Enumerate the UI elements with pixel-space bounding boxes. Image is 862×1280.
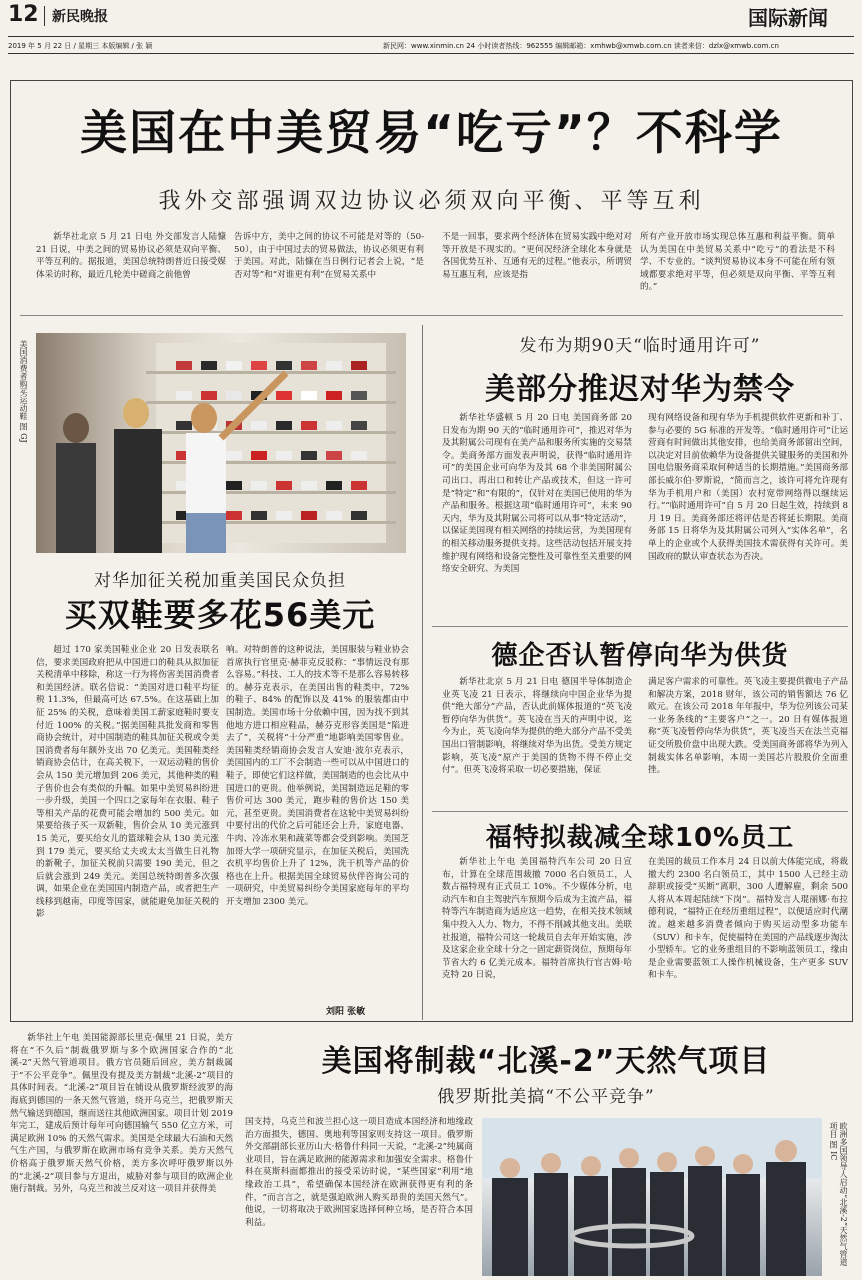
germany-col-2: 满足客户需求的可靠性。英飞凌主要提供微电子产品和解决方案，2018 财年，该公司的销售额达 76 亿欧元。在该公司 2018 年年报中，华为位列该公司某一业务条线的“主要客户”之一。20 日有媒体报道称“英飞凌暂停向华为供货”，英飞凌当天在法兰克福证交所股价盘中出现大跌。受美国商务部将华为列入制裁实体名单影响，本周一美国芯片股股价全面重挫。 — [648, 677, 848, 776]
huawei-title: 美部分推迟对华为禁令 — [485, 372, 795, 407]
masthead-divider — [44, 6, 45, 26]
lead-col-3: 不是一回事，要求两个经济体在贸易实践中绝对对等开放是不现实的。“更何况经济全球化本身就是各国优势互补、互通有无的过程。”他表示，所谓贸易互惠互利，应该是指 — [442, 232, 632, 280]
germany-col-1: 新华社北京 5 月 21 日电 德国半导体制造企业英飞凌 21 日表示，将继续向中国企业华为提供“绝大部分”产品，否认此前媒体报道的“英飞凌暂停向华为供货”。英飞凌在当天的声明中说，迄今为止，英飞凌向华为提供的绝大部分产品不受美国出口管制影响，将继续对华为出货。受美方规定影响，英飞凌“原产于美国的货物不得不停止交付”。但英飞凌将采取一切必要措施，保证 — [442, 677, 632, 776]
ford-col-2: 在美国的裁员工作本月 24 日以前大体能完成，将裁撤大约 2300 名白领员工，其中 1500 人已经主动辞职或接受“买断”离职，300 人遭解雇，剩余 500 人将从本周起陆续“下岗”。福特发言人琨丽娜·布拉德利说，“福特正在经历重组过程”，以便适应时代潮流。越来越多消费者倾向于购买运动型多功能车（SUV）和卡车，促使福特在美国的产品线逐步淘汰小型轿车。它的业务重组目的不影响蓝领员工，缘由是企业需要蓝领工人操作机械设备，生产更多 SUV 和卡车。 — [648, 857, 848, 981]
lead-separator — [20, 315, 843, 316]
shoes-byline: 刘阳 张敏 — [326, 1007, 366, 1017]
lead-col-4: 所有产业开放市场实现总体互惠和利益平衡。简单认为美国在中美贸易关系中“吃亏”的看法是不科学、不专业的。“谈判贸易协议本身不可能在所有领域都要求绝对平等，但必须是双向平衡、平等互利的。” — [640, 232, 835, 293]
shoes-col-1: 超过 170 家美国鞋业企业 20 日发表联名信，要求美国政府把从中国进口的鞋具从拟加征关税清单中移除，称这一行为将伤害美国消费者和美国经济。联名信说：“美国对进口鞋平均征税 11.3%，但最高可达 67.5%。在这基础上加征 25% 的关税，意味着美国工薪家庭鞋时要支付近 100% 的关税。”据美国鞋具批发商和零售商协会统计，对中国制造的鞋具加征关税或令美国消费者每年额外支出 70 亿美元。美国鞋类经销商协会估计，在高关税下，一双运动鞋的售价会从 150 美元增加到 206 美元，其他种类的鞋子售价也会有类似的升幅。如果中美贸易纠纷进一步升级，美国一个四口之家每年在衣服、鞋子等相关产品的花费可能会增加约 500 美元。如果要给孩子买一双新鞋，售价会从 10 美元涨到 15 美元，要买给女儿的篮球鞋会从 130 美元涨到 179 美元，要买给丈夫或太太当做生日礼物的新靴子，加征关税前只需要 190 美元，但之后就会涨到 249 美元。美国总统特朗普多次强调，如果企业在美国国内制造产品，或者把生产线移到越南，印度等国家，就能避免加征关税的影 — [36, 645, 219, 920]
date-line: 2019 年 5 月 22 日 / 星期三 本版编辑 / 张 颖 — [8, 42, 153, 50]
lead-title: 美国在中美贸易“吃亏”？不科学 — [80, 106, 783, 161]
paper-name: 新民晚报 — [52, 9, 108, 25]
masthead-rule-2 — [8, 53, 854, 54]
germany-title: 德企否认暂停向华为供货 — [491, 641, 789, 671]
shoes-title: 买双鞋要多花56美元 — [64, 596, 376, 634]
huawei-subtitle: 发布为期90天“临时通用许可” — [519, 336, 761, 356]
ford-col-1: 新华社上午电 美国福特汽车公司 20 日宣布，计算在全球范围裁撤 7000 名白领员工，人数占福特现有正式员工 10%。不少媒体分析，电动汽车和自主驾驶汽车预期今后成为主流产品，福特等汽车制造商为适应这一趋势，在相关技术领域集中投入人力、物力，不得不削减其他支出。美联社报道，福特公司这一轮裁员自去年开始实施，涉及这家企业全球十分之一固定薪资岗位，预期每年节省大约 6 亿美元成本。福特首席执行官吉姆·哈克特 20 日说， — [442, 857, 632, 981]
masthead — [0, 0, 862, 56]
nordstream-subtitle: 俄罗斯批美搞“不公平竞争” — [437, 1087, 655, 1107]
pipeline-photo-caption: 欧洲多国领导人启动“北溪-2”天然气管道项目 图 IC — [829, 1122, 848, 1266]
pipeline-launch-photo — [482, 1118, 822, 1276]
section-name: 国际新闻 — [748, 6, 828, 30]
shoe-store-photo — [36, 333, 406, 553]
nordstream-title: 美国将制裁“北溪-2”天然气项目 — [321, 1044, 771, 1079]
ford-title: 福特拟裁减全球10%员工 — [485, 823, 795, 853]
shoes-subtitle: 对华加征关税加重美国民众负担 — [94, 571, 346, 591]
nordstream-col-2: 国支持，乌克兰和波兰担心这一项目造成本国经济和地缘政治方面损失，德国、奥地利等国家则支持这一项目。俄罗斯外交部副部长亚历山大·格鲁什科同一天说，“北溪-2”纯属商业项目，旨在满足欧洲的能源需求和加强安全需求。格鲁什科在莫斯科面都推出的接受采访时说，“某些国家”利用“地缘政治工具”，希望确保本国经济在欧洲获得更有利的条件，“而言言之，就是强迫欧洲人购买昂贵的美国天然气”。他说，一切将取决于欧洲国家选择何种立场，是否符合本国利益。 — [245, 1117, 473, 1228]
masthead-rule — [8, 36, 854, 37]
huawei-separator — [432, 626, 848, 627]
lead-col-1: 新华社北京 5 月 21 日电 外交部发言人陆慷 21 日说，中美之间的贸易协议必须是双向平衡、平等互利的。据报道，美国总统特朗普近日接受媒体采访时称，最近几轮美中磋商之前他曾 — [36, 232, 226, 280]
huawei-col-1: 新华社华盛顿 5 月 20 日电 美国商务部 20 日发布为期 90 天的“临时通用许可”，推迟对华为及其附属公司现有在美产品和服务所实施的交易禁令。美商务部方面发表声明说，获得“临时通用许可”的美国企业可向华为及其 68 个非美国附属公司出口、再出口和转让产品或技术，但这一许可是“特定”和“有限的”，仅针对在美国已使用的华为产品和服务。根据这项“临时通用许可”，未来 90 天内，华为及其附属公司将可以从事“特定活动”，以保证美国现有相关网络的持续运营，为美国现有的相关移动服务提供支持。这些活动包括开展支持维护现有网络和设备完整性及可靠性至关重要的网络安全研究、为美国 — [442, 413, 632, 575]
page-number: 12 — [8, 2, 39, 27]
shoes-col-2: 响。对特朗普的这种说法，美国服装与鞋业协会首席执行官里克·赫菲克反驳称：“事情远没有那么容易。”科技、工人的技术等不是那么容易转移的。赫芬克表示，在美国出售的鞋类中，72% 的鞋子、84% 的配饰以及 41% 的服装都由中国制造。美国市场十分依赖中国，因为找不到其他地方进口相应鞋品，赫芬克形容美国是“陷进去了”，关税将“十分严重”地影响美国零售业。美国鞋类经销商协会发言人安迪·波尔克表示，美国国内的工厂不会制造一些可以从中国进口的鞋子，即使它们这样做，美国制造的也会比从中国进口的更贵。他举例说，美国制造远足鞋的零售价可达 300 美元，跑步鞋的售价达 150 美元，甚至更贵。美国消费者在这轮中美贸易纠纷中要付出的代价之后可能还会上升，家庭电器、牛肉、冷冻水果和蔬菜等都会受到影响。美国芝加哥大学一项研究显示，在加征关税后，美国洗衣机平均售价上升了 12%，洗干机等产品的价格也在上升。根据美国全球贸易伙伴咨询公司的一项研究，中美贸易纠纷令美国家庭每年的平均开支增加 2300 美元。 — [226, 645, 409, 907]
germany-separator — [432, 811, 848, 812]
lead-subtitle: 我外交部强调双边协议必须双向平衡、平等互利 — [158, 189, 705, 214]
shoe-photo-caption: 美国消费者购买运动鞋 图 GJ — [19, 340, 28, 443]
nordstream-col-1: 新华社上午电 美国能源部长里克·佩里 21 日说，美方将在“不久后”制裁俄罗斯与多个欧洲国家合作的“北溪-2”天然气管道项目。俄方官员随后回应，美方制裁属于“不公平竞争”。佩里没有提及美方制裁“北溪-2”项目的具体时间表。“北溪-2”项目旨在铺设从俄罗斯经波罗的海海底到德国的一条天然气管道，绕开乌克兰，把俄罗斯天然气输送到德国，继而送往其他欧洲国家。项目计划 2019 年完工，建成后预计每年可向德国输气 550 亿立方米，可满足欧洲 10% 的天然气需求。美国是全球最大石油和天然气生产国，与俄罗斯在欧洲市场有竞争关系。美方天然气价格高于俄罗斯天然气价格，美方多次呼吁俄罗斯以外的“北溪-2”项目参与方退出，威胁对参与项目的欧洲企业施行制裁。另外，乌克兰和波兰反对这一项目并获得美 — [10, 1033, 233, 1195]
lead-col-2: 告诉中方，美中之间的协议不可能是对等的（50-50），由于中国过去的贸易做法，协议必须更有利于美国。对此，陆慷在当日例行记者会上说，“是否对等”和“对谁更有利”在贸易关系中 — [234, 232, 424, 280]
column-divider — [422, 325, 423, 1020]
info-line: 新民网：www.xinmin.cn 24 小时读者热线：962555 编辑邮箱：xmhwb@xmwb.com.cn 读者来信：dzlx@xmwb.com.cn — [383, 42, 779, 50]
huawei-col-2: 现有网络设备和现有华为手机提供软件更新和补丁、参与必要的 5G 标准的开发等。“临时通用许可”让运营商有时间做出其他安排，也给美商务部留出空间，以决定对目前依赖华为设备提供关键服务的美国和外国电信服务商采取何种适当的长期措施。”美国商务部部长威尔伯·罗斯说，“简而言之，该许可将允许现有华为手机用户和（美国）农村宽带网络得以继续运行。”“临时通用许可”自 5 月 20 日起生效，持续到 8 月 19 日。美商务部还将评估是否将延长期限。美商务部 15 日将华为及其附属公司列入“实体名单”，名单上的企业或个人获得美国技术需获得有关许可。美国政府的默认审查状态为否决。 — [648, 413, 848, 562]
